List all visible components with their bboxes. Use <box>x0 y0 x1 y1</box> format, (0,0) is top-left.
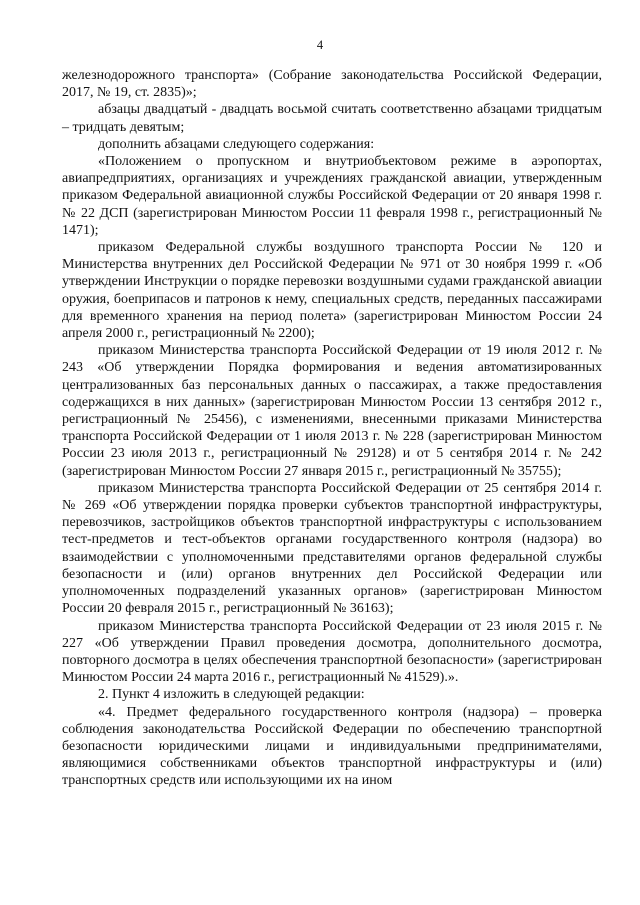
paragraph-dopolnit: дополнить абзацами следующего содержания: <box>98 136 375 152</box>
paragraph-prikaz-269: приказом Министерства транспорта Российской Федерации от 25 сентября 2014 г. № 269 «Об утверждении порядка проверки субъектов транспортной инфраструктуры, перевозчиков, застройщиков объектов транспортной инфраструктуры с использованием тест-предметов и тест-объектов органами государственного контроля (надзора) во взаимодействии с уполномоченными представителями органов федеральной службы безопасности и (или) органов внутренних дел Российской Федерации или уполномоченных подразделений указанных органов» (зарегистрирован Минюстом России 20 февраля 2015 г., регистрационный № 36163); <box>62 480 602 617</box>
paragraph-polozheniem: «Положением о пропускном и внутриобъектовом режиме в аэропортах, авиапредприятиях, организациях и учреждениях гражданской авиации, утвержденным приказом Федеральной авиационной службы Российской Федерации от 20 января 1998 г. № 22 ДСП (зарегистрирован Минюстом России 11 февраля 1998 г., регистрационный № 1471); <box>62 154 602 238</box>
paragraph-prikaz-243: приказом Министерства транспорта Российской Федерации от 19 июля 2012 г. № 243 «Об утверждении Порядка формирования и ведения автоматизированных централизованных баз персональных данных о пассажирах, а также предоставления содержащихся в них данных» (зарегистрирован Минюстом России 13 сентября 2012 г., регистрационный № 25456), с изменениями, внесенными приказами Министерства транспорта Российской Федерации от 1 июля 2013 г. № 228 (зарегистрирован Минюстом России 23 июля 2013 г., регистрационный № 29128) и от 5 сентября 2014 г. № 242 (зарегистрирован Минюстом России 27 января 2015 г., регистрационный № 35755); <box>62 343 602 479</box>
paragraph-punkt-4-text: «4. Предмет федерального государственного контроля (надзора) – проверка соблюдения законодательства Российской Федерации по обеспечению транспортной безопасности юридическими лицами и индивидуальными предпринимателями, являющимися собственниками объектов транспортной инфраструктуры и (или) транспортных средств или использующими их на ином <box>62 704 602 789</box>
paragraph-prikaz-120: приказом Федеральной службы воздушного транспорта России № 120 и Министерства внутренних дел Российской Федерации № 971 от 30 ноября 1999 г. «Об утверждении Инструкции о порядке перевозки воздушными судами гражданской авиации оружия, боеприпасов и патронов к нему, специальных средств, переданных пассажирами для временного хранения на период полета» (зарегистрирован Минюстом России 24 апреля 2000 г., регистрационный № 2200); <box>62 240 602 342</box>
paragraph-prikaz-227: приказом Министерства транспорта Российской Федерации от 23 июля 2015 г. № 227 «Об утверждении Правил проведения досмотра, дополнительного досмотра, повторного досмотра в целях обеспечения транспортной безопасности» (зарегистрирован Минюстом России 24 марта 2016 г., регистрационный № 41529).». <box>62 618 602 686</box>
paragraph-punkt-2: 2. Пункт 4 изложить в следующей редакции: <box>98 687 365 703</box>
document-body <box>62 67 602 790</box>
paragraph-abzacy: абзацы двадцатый - двадцать восьмой считать соответственно абзацами тридцатым – тридцать девятым; <box>62 102 602 135</box>
page-number: 4 <box>316 38 324 52</box>
paragraph-continuation: железнодорожного транспорта» (Собрание законодательства Российской Федерации, 2017, № 19, ст. 2835)»; <box>62 68 602 101</box>
